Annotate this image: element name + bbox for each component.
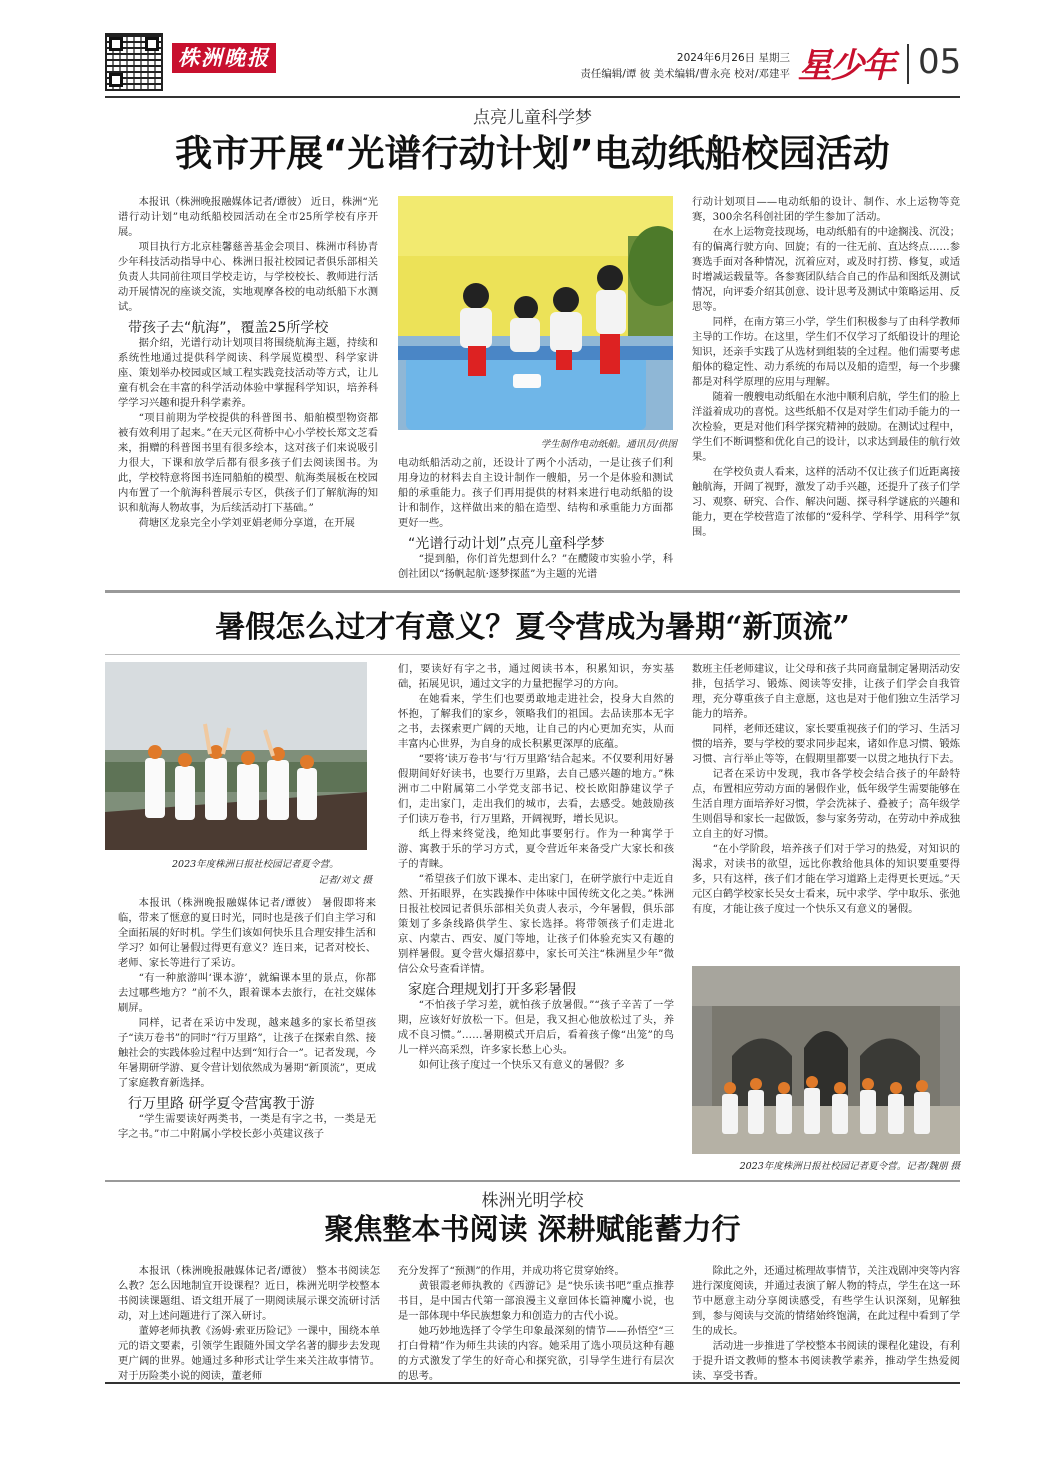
article2-column-2 bbox=[398, 662, 674, 1177]
paragraph: 如何让孩子度过一个快乐又有意义的暑假？多 bbox=[418, 1059, 625, 1071]
paragraph: 据介绍，光谱行动计划项目将围绕航海主题，持续和系统性地通过提供科学阅读、科学展览模型、科学家讲座、策划举办校园或区域工程实践竞技活动等方式，让儿童有机会在丰富的科学活动体验中掌握科学知识，培养科学学习兴趣和提升科学素养。 bbox=[118, 337, 378, 409]
paragraph: 黄银霞老师执教的《西游记》是“快乐读书吧”重点推荐书目，是中国古代第一部浪漫主义章回体长篇神魔小说，也是一部体现中华民族想象力和创造力的古代小说。 bbox=[398, 1280, 674, 1322]
paragraph: “学生需要读好两类书，一类是有字之书，一类是无字之书。”市二中附属小学校长彭小英建议孩子 bbox=[118, 1113, 376, 1140]
paragraph: 董婷老师执教《汤姆·索亚历险记》一课中，围绕本单元的语文要素，引领学生跟随外国文学名著的脚步去发现更广阔的世界。她通过多种形式让学生来关注故事情节。对于历险类小说的阅读，董老师 bbox=[118, 1325, 380, 1382]
footer-rule bbox=[105, 1382, 960, 1384]
paragraph: 本报讯（株洲晚报融媒体记者/谭彼） 近日，株洲“光谱行动计划”电动纸船校园活动在全市25所学校有序开展。 bbox=[118, 196, 378, 238]
paragraph: 在水上运物竞技现场，电动纸船有的中途搁浅、沉没；有的偏离行驶方向、回旋；有的一往无前、直达终点……参赛选手面对各种情况，沉着应对，或及时打捞、修复，或适时增减运载量等。各参赛团队结合自己的作品和图纸及测试情况，向评委介绍其创意、设计思考及测试中策略运用、反思等。 bbox=[692, 226, 960, 313]
paragraph: 项目执行方北京桂馨慈善基金会项目、株洲市科协青少年科技活动指导中心、株洲日报社校园记者俱乐部相关负责人共同前往项目学校走访，与学校校长、教师进行活动开展情况的座谈交流，实地观摩各校的电动纸船下水测试。 bbox=[118, 241, 378, 313]
paragraph: 除此之外，还通过梳理故事情节，关注戏剧冲突等内容进行深度阅读，并通过表演了解人物的特点，学生在这一环节中愿意主动分享阅读感受，有些学生认识深刻，见解独到，参与阅读与交流的情绪始终饱满，在此过程中看到了学生的成长。 bbox=[692, 1265, 960, 1337]
paragraph: 同样，记者在采访中发现，越来越多的家长希望孩子“读万卷书”的同时“行万里路”，让孩子在探索自然、接触社会的实践体验过程中达到“知行合一”。记者发现，今年暑期研学游、夏令营计划依然成为暑期“新顶流”，更成了家庭教育新选择。 bbox=[118, 1017, 376, 1089]
paragraph: 荷塘区龙泉完全小学刘亚娟老师分享道，在开展 bbox=[138, 517, 355, 529]
article3-column-3 bbox=[692, 1264, 960, 1382]
paragraph: 充分发挥了“预测”的作用，并成功将它贯穿始终。 bbox=[398, 1265, 625, 1277]
issue-date: 2024年6月26日 星期三 bbox=[676, 52, 790, 64]
article1-subheading-2: “光谱行动计划”点亮儿童科学梦 bbox=[408, 536, 605, 552]
newspaper-logo: 株洲晚报 bbox=[172, 43, 276, 73]
paragraph: 们，要读好有字之书，通过阅读书本，积累知识，夯实基础，拓展见识，通过文字的力量把握学习的方向。 bbox=[398, 663, 674, 690]
article2-headline: 暑假怎么过才有意义？夏令营成为暑期“新顶流” bbox=[215, 610, 850, 645]
photo-credit-camp-1: 记者/刘文 摄 bbox=[318, 875, 372, 886]
article3-kicker: 株洲光明学校 bbox=[481, 1191, 584, 1211]
paragraph: 记者在采访中发现，我市各学校会结合孩子的年龄特点，布置相应劳动方面的暑假作业，低年级学生需要能够在生活自理方面培养好习惯，学会洗袜子、叠被子；高年级学生则倡导和家长一起做饭，参与家务劳动，在劳动中养成独立自主的好习惯。 bbox=[692, 768, 960, 840]
editor-credits: 责任编辑/谭 彼 美术编辑/曹永亮 校对/邓建平 bbox=[580, 68, 790, 80]
paragraph: “要将‘读万卷书’与‘行万里路’结合起来。不仅要利用好暑假期间好好读书，也要行万里路，去自己感兴趣的地方。”株洲市二中附属第二小学党支部书记、校长欧阳静建议学子们，走出家门，走出我们的城市，去看，去感受。她鼓励孩子们读万卷书，行万里路，开阔视野，增长见识。 bbox=[398, 753, 674, 825]
paragraph: “希望孩子们放下课本、走出家门，在研学旅行中走近自然、开拓眼界，在实践操作中体味中国传统文化之美。”株洲日报社校园记者俱乐部相关负责人表示，今年暑假，俱乐部策划了多条线路供学生、家长选择。将带领孩子们走进北京、内蒙古、西安、厦门等地，让孩子们体验充实又有趣的别样暑假。夏令营火爆招募中，家长可关注“株洲星少年”微信公众号查看详情。 bbox=[398, 873, 674, 975]
paragraph: “在小学阶段，培养孩子们对于学习的热爱，对知识的渴求，对读书的欲望，远比你教给他具体的知识要重要得多，只有这样，孩子们才能在学习道路上走得更长更远。”天元区白鹤学校家长吴女士看来，玩中求学、学中取乐、张弛有度，才能让孩子度过一个快乐又有意义的暑假。 bbox=[692, 843, 960, 915]
photo-caption-boat: 学生制作电动纸船。通讯员/供图 bbox=[540, 439, 677, 450]
paragraph: 本报讯（株洲晚报融媒体记者/谭彼） 整本书阅读怎么教？怎么因地制宜开设课程？近日，株洲光明学校整本书阅读课题组、语文组开展了一期阅读展示课交流研讨活动，对上述问题进行了深入研讨。 bbox=[118, 1265, 380, 1322]
paragraph: “项目前期为学校提供的科普图书、船舶模型物资都被有效利用了起来。”在天元区荷桥中心小学校长郑文芝看来，捐赠的科普图书里有很多绘本，这对孩子们来说吸引力很大，下课和放学后都有很多孩子们去阅读图书。为此，学校特意将图书连同船舶的模型、航海类展板在校园内布置了一个航海科普展示专区，供孩子们了解航海的知识和航海人物故事，为后续活动打下基础。” bbox=[118, 412, 378, 514]
section-brand: 星少年 bbox=[798, 46, 894, 86]
article3-column-2 bbox=[398, 1264, 674, 1382]
article2-subheading-2: 家庭合理规划打开多彩暑假 bbox=[408, 982, 576, 998]
paragraph: 同样，在南方第三小学，学生们积极参与了由科学教师主导的工作坊。在这里，学生们不仅学习了纸船设计的理论知识，还亲手实践了从选材到组装的全过程。他们需要考虑船体的稳定性、动力系统的布局以及船的造型，每一个步骤都是对科学原理的应用与理解。 bbox=[692, 316, 960, 388]
section-divider bbox=[105, 1180, 960, 1182]
article1-column-1 bbox=[118, 195, 378, 585]
paragraph: 纸上得来终觉浅，绝知此事要躬行。作为一种寓学于游、寓教于乐的学习方式，夏令营近年来备受广大家长和孩子的青睐。 bbox=[398, 828, 674, 870]
headline-rule bbox=[105, 654, 960, 655]
page-number: 05 bbox=[918, 42, 962, 82]
article2-column-3 bbox=[692, 662, 960, 962]
article1-kicker: 点亮儿童科学梦 bbox=[473, 108, 592, 128]
paragraph: “不怕孩子学习差，就怕孩子放暑假。”“孩子辛苦了一学期，应该好好放松一下。但是，我又担心他放松过了头，养成不良习惯。”……暑期模式开启后，看着孩子像“出笼”的鸟儿一样兴高采烈，许多家长愁上心头。 bbox=[398, 999, 674, 1056]
paragraph: 同样，老师还建议，家长要重视孩子们的学习、生活习惯的培养，要与学校的要求同步起来，诸如作息习惯、锻炼习惯、言行举止等等，在假期里都要一以贯之地执行下去。 bbox=[692, 723, 960, 765]
paragraph: 她巧妙地选择了令学生印象最深刻的情节——孙悟空“三打白骨精”作为师生共读的内容。她采用了选小项员这种有趣的方式激发了学生的好奇心和探究欲，引导学生进行有层次的思考。 bbox=[398, 1325, 674, 1382]
paragraph: 数班主任老师建议，让父母和孩子共同商量制定暑期活动安排，包括学习、锻炼、阅读等安排，让孩子们学会自我管理，充分尊重孩子自主意愿，这也是对于他们独立生活学习能力的培养。 bbox=[692, 663, 960, 720]
photo-caption-camp-2: 2023年度株洲日报社校园记者夏令营。记者/魏朋 摄 bbox=[739, 1161, 960, 1172]
photo-caption-camp-1: 2023年度株洲日报社校园记者夏令营。 bbox=[172, 859, 339, 870]
photo-summer-camp-2 bbox=[692, 966, 960, 1154]
paragraph: 在学校负责人看来，这样的活动不仅让孩子们近距离接触航海，开阔了视野，激发了动手兴趣，还提升了孩子们学习、观察、研究、合作、解决问题、探寻科学谜底的兴趣和能力，更在学校营造了浓郁的“爱科学、学科学、用科学”氛围。 bbox=[692, 466, 960, 538]
qr-code[interactable] bbox=[105, 33, 163, 91]
section-divider bbox=[105, 590, 960, 593]
article3-headline: 聚焦整本书阅读 深耕赋能蓄力行 bbox=[324, 1212, 741, 1246]
paragraph: “有一种旅游叫‘课本游’，就编课本里的景点，你都去过哪些地方？”前不久，跟着课本去旅行，在社交媒体刷屏。 bbox=[118, 972, 376, 1014]
article2-subheading-1: 行万里路 研学夏令营寓教于游 bbox=[128, 1096, 315, 1112]
paragraph: “提到船，你们首先想到什么？”在醴陵市实验小学，科创社团以“扬帆起航·逐梦探蓝”为主题的光谱 bbox=[398, 553, 673, 580]
article2-column-1 bbox=[118, 896, 376, 1176]
paragraph: 行动计划项目——电动纸船的设计、制作、水上运物等竞赛，300余名科创社团的学生参加了活动。 bbox=[692, 196, 960, 223]
photo-paper-boat bbox=[398, 196, 673, 430]
article1-column-3 bbox=[692, 195, 960, 585]
header-rule bbox=[105, 96, 960, 98]
header-divider bbox=[907, 44, 909, 84]
paragraph: 在她看来，学生们也要勇敢地走进社会，投身大自然的怀抱，了解我们的家乡，领略我们的祖国。去品读那本无字之书，去探索更广阔的天地，让自己的内心更加充实，从而丰富内心世界，为自身的成长积累更深厚的底蕴。 bbox=[398, 693, 674, 750]
article1-headline: 我市开展“光谱行动计划”电动纸船校园活动 bbox=[175, 132, 890, 175]
paragraph: 电动纸船活动之前，还设计了两个小活动，一是让孩子们利用身边的材料去自主设计制作一艘船，另一个是体验和测试船的承重能力。孩子们再用提供的材料来进行电动纸船的设计和制作，这样做出来的船在造型、结构和承重能力方面都更好一些。 bbox=[398, 457, 673, 529]
photo-summer-camp-1 bbox=[105, 662, 367, 850]
article3-column-1 bbox=[118, 1264, 380, 1382]
article1-column-2 bbox=[398, 456, 673, 586]
article1-subheading-1: 带孩子去“航海”，覆盖25所学校 bbox=[128, 320, 329, 336]
paragraph: 随着一艘艘电动纸船在水池中顺利启航，学生们的脸上洋溢着成功的喜悦。这些纸船不仅是对学生们动手能力的一次检验，更是对他们科学探究精神的鼓励。在测试过程中，学生们不断调整和优化自己的设计，以求达到最佳的航行效果。 bbox=[692, 391, 960, 463]
paragraph: 活动进一步推进了学校整本书阅读的课程化建设，有利于提升语文教师的整本书阅读教学素养，推动学生热爱阅读、享受书香。 bbox=[692, 1340, 960, 1382]
paragraph: 本报讯（株洲晚报融媒体记者/谭彼） 暑假即将来临，带来了惬意的夏日时光，同时也是孩子们自主学习和全面拓展的好时机。学生们该如何快乐且合理安排生活和学习？如何让暑假过得更有意义？连日来，记者对校长、老师、家长等进行了采访。 bbox=[118, 897, 376, 969]
